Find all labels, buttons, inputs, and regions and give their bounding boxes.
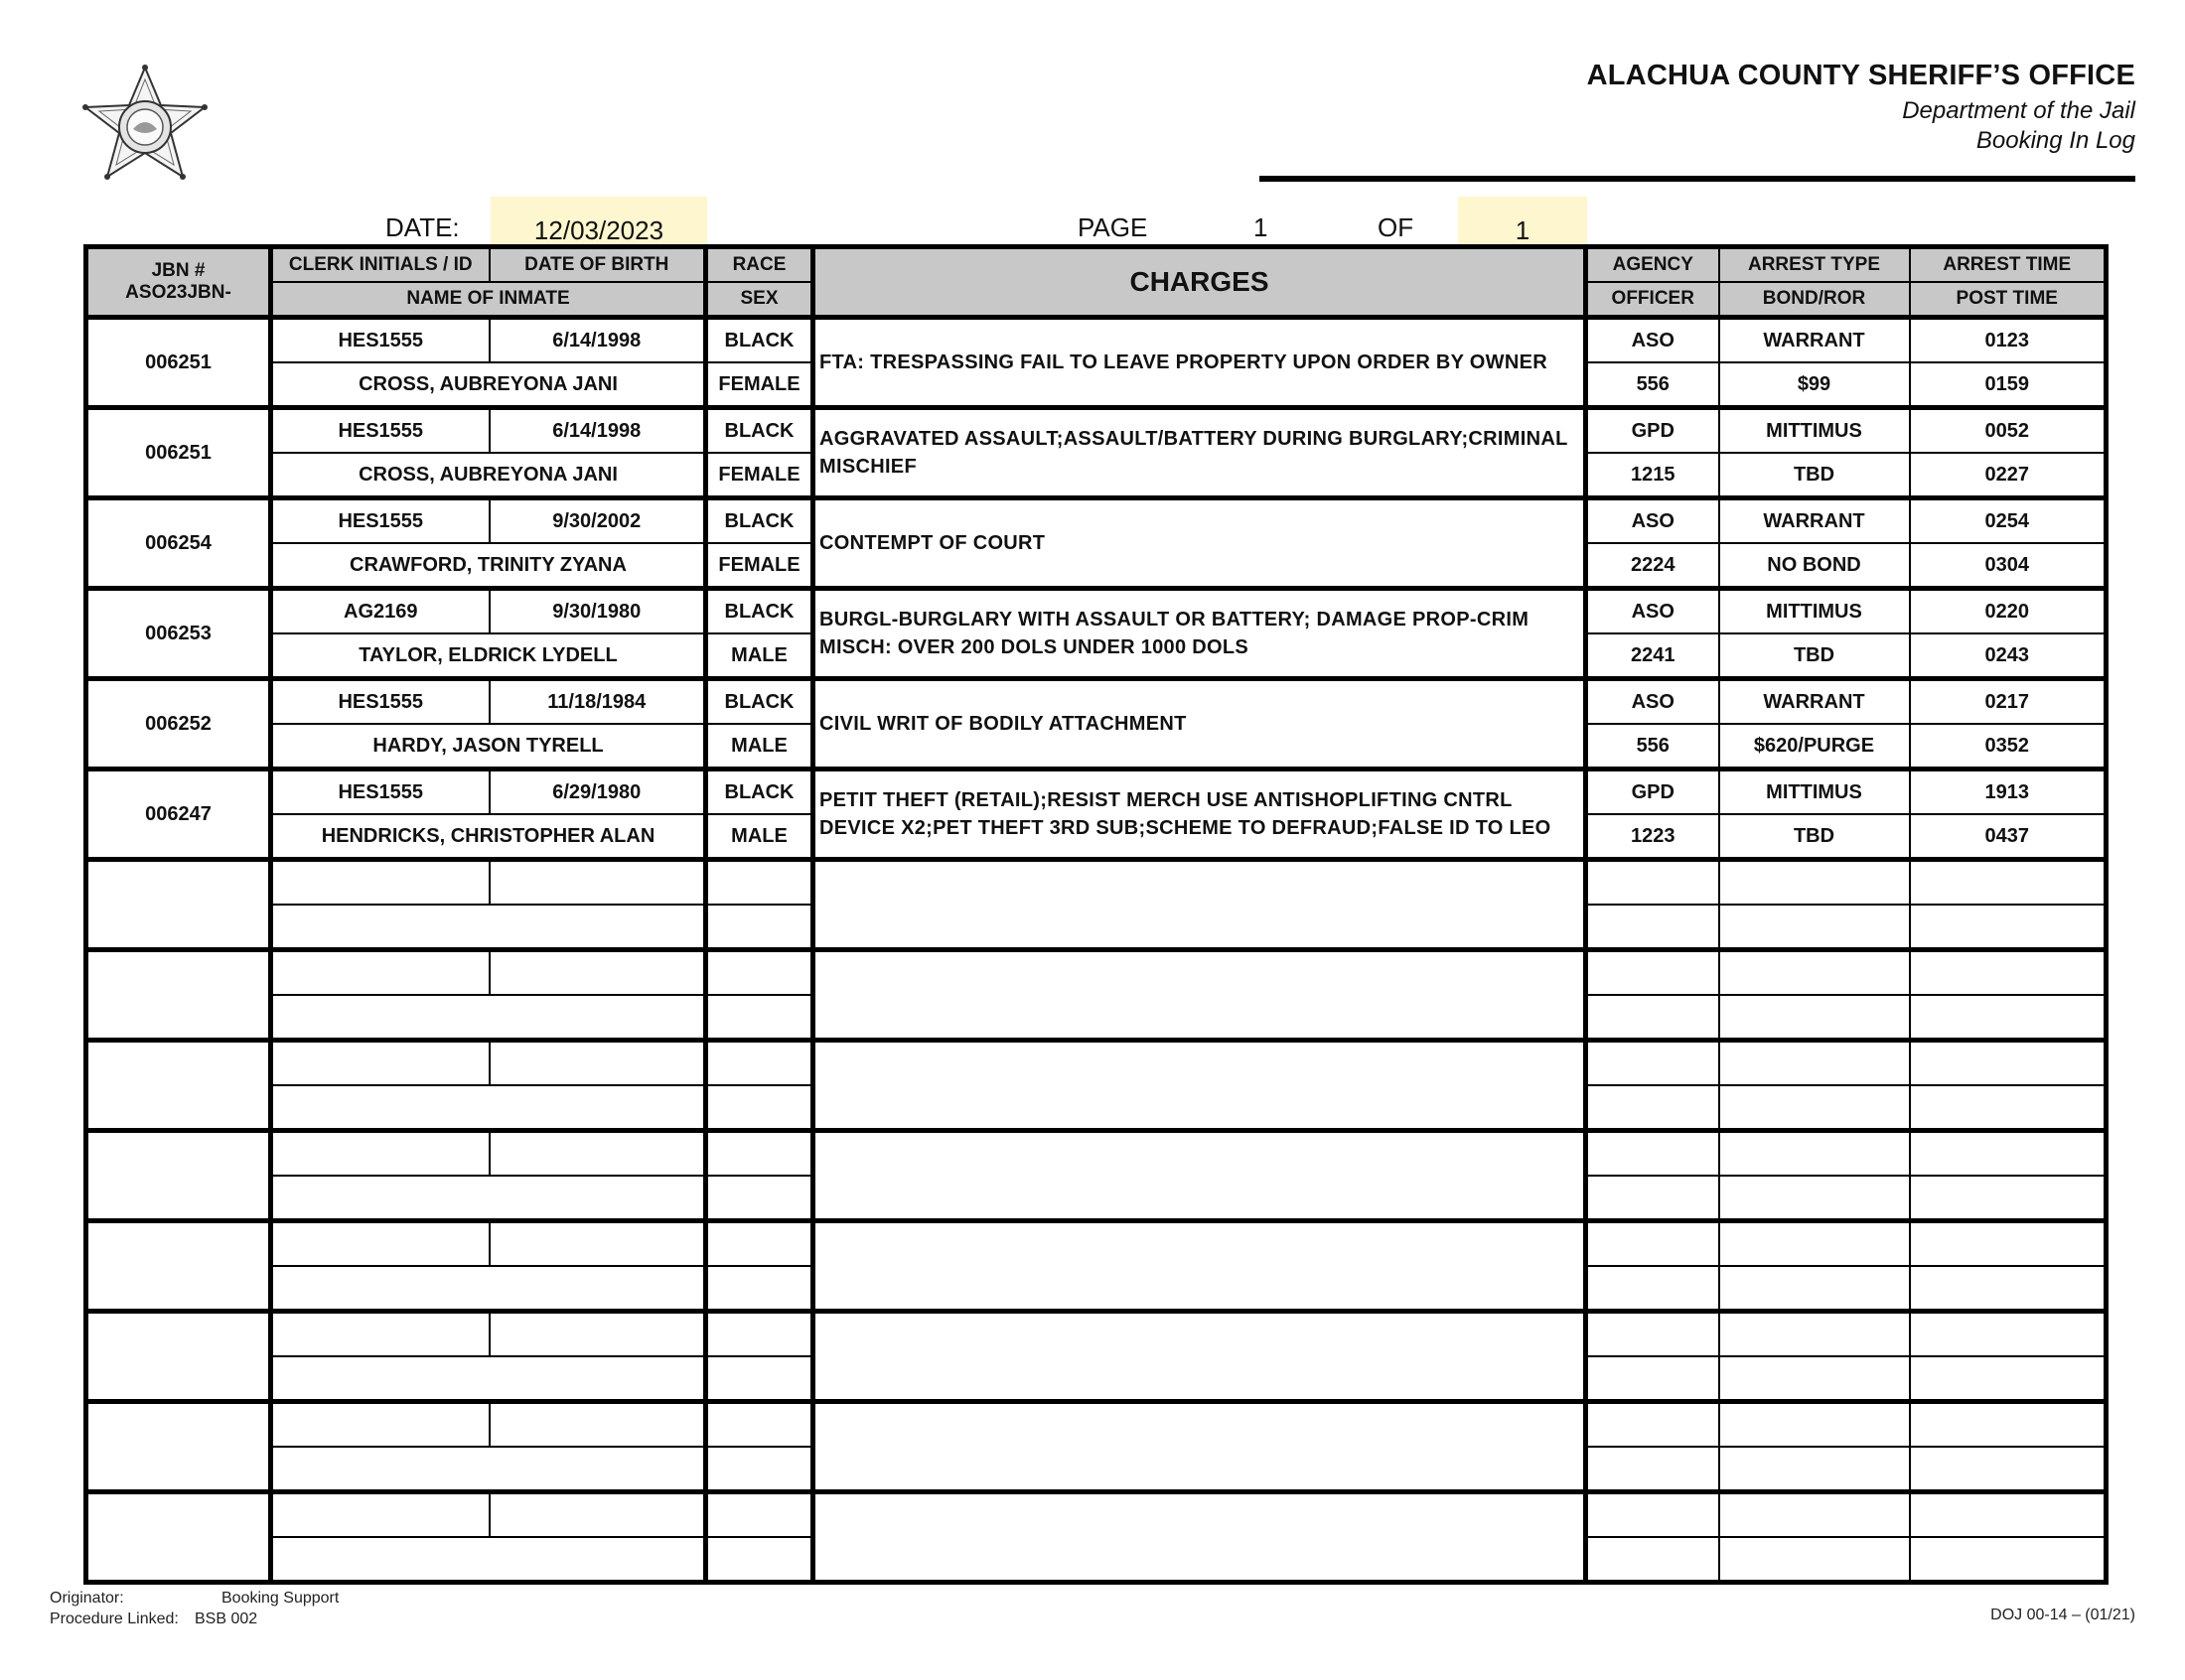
header-rule [1259, 176, 2135, 182]
charges-cell [813, 1221, 1586, 1312]
post-time-cell: 0304 [1910, 543, 2107, 589]
inmate-name-cell [271, 1447, 706, 1492]
arrest-time-cell: 0123 [1910, 318, 2107, 363]
sex-cell: FEMALE [706, 543, 813, 589]
race-cell [706, 1221, 813, 1267]
arrest-type-cell [1719, 1402, 1910, 1448]
name-header: NAME OF INMATE [271, 282, 706, 318]
race-cell: BLACK [706, 589, 813, 634]
arrest-type-cell: WARRANT [1719, 679, 1910, 725]
jbn-cell: 006253 [86, 589, 271, 679]
sheriff-star-badge-icon [73, 64, 217, 185]
race-cell: BLACK [706, 679, 813, 725]
jbn-cell: 006251 [86, 408, 271, 498]
post-time-cell [1910, 995, 2107, 1041]
bond-header: BOND/ROR [1719, 282, 1910, 318]
jbn-header [86, 247, 271, 318]
post-time-cell: 0352 [1910, 724, 2107, 770]
agency-cell: ASO [1586, 679, 1719, 725]
charges-cell: CONTEMPT OF COURT [813, 498, 1586, 589]
bond-cell: NO BOND [1719, 543, 1910, 589]
jbn-cell [86, 950, 271, 1041]
jbn-cell [86, 860, 271, 950]
agency-cell [1586, 1402, 1719, 1448]
dob-cell [490, 1402, 706, 1448]
race-cell: BLACK [706, 498, 813, 544]
charges-cell: PETIT THEFT (RETAIL);RESIST MERCH USE ANTISHOPLIFTING CNTRL DEVICE X2;PET THEFT 3RD SUB;SCHEME TO DEFRAUD;FALSE ID TO LEO [813, 770, 1586, 860]
booking-row [86, 498, 2107, 544]
sex-header: SEX [706, 282, 813, 318]
booking-row [86, 1221, 2107, 1267]
clerk-id-cell [271, 1492, 490, 1538]
bond-cell [1719, 1356, 1910, 1402]
jbn-cell [86, 1221, 271, 1312]
race-cell [706, 950, 813, 996]
dob-header: DATE OF BIRTH [490, 247, 706, 283]
page-number[interactable]: 1 [1253, 212, 1268, 242]
charges-header: CHARGES [813, 247, 1586, 318]
post-time-cell [1910, 1537, 2107, 1583]
arrest-type-cell: MITTIMUS [1719, 770, 1910, 815]
arrest-time-cell [1910, 1492, 2107, 1538]
race-cell [706, 1402, 813, 1448]
arrest-time-cell: 0052 [1910, 408, 2107, 454]
booking-row [86, 860, 2107, 906]
agency-title: ALACHUA COUNTY SHERIFF’S OFFICE [1586, 60, 2135, 91]
agency-cell [1586, 860, 1719, 906]
agency-cell [1586, 1221, 1719, 1267]
clerk-id-cell [271, 1131, 490, 1177]
jbn-cell [86, 1131, 271, 1221]
dob-cell: 9/30/1980 [490, 589, 706, 634]
officer-cell: 2241 [1586, 633, 1719, 679]
sex-cell: MALE [706, 814, 813, 860]
race-cell [706, 1131, 813, 1177]
arrest-type-cell [1719, 1492, 1910, 1538]
sex-cell [706, 1085, 813, 1131]
dob-cell: 9/30/2002 [490, 498, 706, 544]
officer-cell: 556 [1586, 362, 1719, 408]
race-cell [706, 1041, 813, 1086]
inmate-name-cell: HARDY, JASON TYRELL [271, 724, 706, 770]
inmate-name-cell [271, 1537, 706, 1583]
agency-cell [1586, 1312, 1719, 1357]
dob-cell: 6/14/1998 [490, 408, 706, 454]
post-time-cell [1910, 1176, 2107, 1221]
jbn-cell: 006251 [86, 318, 271, 408]
booking-row [86, 770, 2107, 815]
booking-row [86, 1312, 2107, 1357]
department-subtitle: Department of the Jail [1902, 97, 2135, 124]
log-title: Booking In Log [1975, 127, 2135, 154]
inmate-name-cell [271, 1356, 706, 1402]
jbn-cell: 006247 [86, 770, 271, 860]
agency-cell [1586, 1492, 1719, 1538]
charges-cell [813, 1041, 1586, 1131]
inmate-name-cell [271, 905, 706, 950]
inmate-name-cell: TAYLOR, ELDRICK LYDELL [271, 633, 706, 679]
jbn-cell [86, 1312, 271, 1402]
inmate-name-cell [271, 995, 706, 1041]
clerk-id-cell [271, 1221, 490, 1267]
inmate-name-cell: CROSS, AUBREYONA JANI [271, 362, 706, 408]
race-header: RACE [706, 247, 813, 283]
form-code: DOJ 00-14 – (01/21) [1990, 1607, 2135, 1623]
arrest-time-cell [1910, 860, 2107, 906]
officer-cell [1586, 905, 1719, 950]
agency-cell: GPD [1586, 408, 1719, 454]
arrest-type-cell: WARRANT [1719, 318, 1910, 363]
originator-value: Booking Support [221, 1590, 340, 1607]
bond-cell: TBD [1719, 453, 1910, 498]
sex-cell [706, 1537, 813, 1583]
dob-cell: 6/14/1998 [490, 318, 706, 363]
dob-cell [490, 1221, 706, 1267]
arrest-time-cell [1910, 1312, 2107, 1357]
post-time-cell [1910, 1085, 2107, 1131]
bond-cell: $99 [1719, 362, 1910, 408]
officer-header: OFFICER [1586, 282, 1719, 318]
clerk-id-cell: HES1555 [271, 679, 490, 725]
sex-cell [706, 1356, 813, 1402]
race-cell [706, 1492, 813, 1538]
procedure-value: BSB 002 [195, 1610, 258, 1627]
booking-row [86, 589, 2107, 634]
officer-cell [1586, 1176, 1719, 1221]
inmate-name-cell: CROSS, AUBREYONA JANI [271, 453, 706, 498]
arrest-type-cell [1719, 1131, 1910, 1177]
charges-cell [813, 1131, 1586, 1221]
charges-cell: FTA: TRESPASSING FAIL TO LEAVE PROPERTY UPON ORDER BY OWNER [813, 318, 1586, 408]
clerk-id-cell [271, 1041, 490, 1086]
charges-cell: BURGL-BURGLARY WITH ASSAULT OR BATTERY; DAMAGE PROP-CRIM MISCH: OVER 200 DOLS UNDER 1000 DOLS [813, 589, 1586, 679]
officer-cell: 1223 [1586, 814, 1719, 860]
officer-cell [1586, 1447, 1719, 1492]
post-time-header: POST TIME [1910, 282, 2107, 318]
arrest-time-cell [1910, 1041, 2107, 1086]
officer-cell: 2224 [1586, 543, 1719, 589]
arrest-type-cell: MITTIMUS [1719, 589, 1910, 634]
dob-cell [490, 1492, 706, 1538]
jbn-cell: 006254 [86, 498, 271, 589]
inmate-name-cell [271, 1266, 706, 1312]
agency-cell [1586, 950, 1719, 996]
arrest-time-cell: 0217 [1910, 679, 2107, 725]
booking-row [86, 408, 2107, 454]
bond-cell: TBD [1719, 814, 1910, 860]
dob-cell [490, 950, 706, 996]
arrest-type-cell [1719, 950, 1910, 996]
officer-cell [1586, 1266, 1719, 1312]
sex-cell [706, 1176, 813, 1221]
post-time-cell [1910, 1266, 2107, 1312]
charges-cell [813, 1492, 1586, 1583]
sex-cell: FEMALE [706, 453, 813, 498]
clerk-id-cell: HES1555 [271, 770, 490, 815]
arrest-type-cell: WARRANT [1719, 498, 1910, 544]
page-label: PAGE [1078, 212, 1148, 242]
charges-cell [813, 1312, 1586, 1402]
arrest-time-header: ARREST TIME [1910, 247, 2107, 283]
jbn-cell [86, 1041, 271, 1131]
booking-row [86, 1041, 2107, 1086]
agency-cell: ASO [1586, 498, 1719, 544]
arrest-type-header: ARREST TYPE [1719, 247, 1910, 283]
of-label: OF [1378, 212, 1414, 242]
arrest-type-cell [1719, 1041, 1910, 1086]
jbn-cell [86, 1492, 271, 1583]
officer-cell: 1215 [1586, 453, 1719, 498]
agency-cell [1586, 1131, 1719, 1177]
inmate-name-cell [271, 1085, 706, 1131]
dob-cell [490, 860, 706, 906]
arrest-type-cell: MITTIMUS [1719, 408, 1910, 454]
post-time-cell: 0437 [1910, 814, 2107, 860]
clerk-id-cell [271, 860, 490, 906]
race-cell [706, 860, 813, 906]
date-label: DATE: [385, 212, 460, 242]
jbn-cell [86, 1402, 271, 1492]
race-cell [706, 1312, 813, 1357]
booking-row [86, 1131, 2107, 1177]
sex-cell [706, 995, 813, 1041]
arrest-time-cell [1910, 1221, 2107, 1267]
agency-cell: ASO [1586, 589, 1719, 634]
officer-cell [1586, 1085, 1719, 1131]
bond-cell [1719, 1537, 1910, 1583]
page-total-field[interactable]: 1 [1458, 197, 1587, 246]
bond-cell [1719, 1176, 1910, 1221]
officer-cell [1586, 1356, 1719, 1402]
arrest-time-cell: 0220 [1910, 589, 2107, 634]
arrest-type-cell [1719, 1312, 1910, 1357]
charges-cell [813, 1402, 1586, 1492]
officer-cell [1586, 995, 1719, 1041]
agency-cell [1586, 1041, 1719, 1086]
arrest-type-cell [1719, 1221, 1910, 1267]
charges-cell [813, 950, 1586, 1041]
booking-row [86, 679, 2107, 725]
race-cell: BLACK [706, 318, 813, 363]
sex-cell [706, 905, 813, 950]
bond-cell: $620/PURGE [1719, 724, 1910, 770]
clerk-id-cell: AG2169 [271, 589, 490, 634]
dob-cell: 6/29/1980 [490, 770, 706, 815]
sex-cell: MALE [706, 633, 813, 679]
arrest-time-cell: 1913 [1910, 770, 2107, 815]
dob-cell [490, 1131, 706, 1177]
inmate-name-cell: CRAWFORD, TRINITY ZYANA [271, 543, 706, 589]
post-time-cell: 0159 [1910, 362, 2107, 408]
sex-cell: FEMALE [706, 362, 813, 408]
post-time-cell [1910, 1447, 2107, 1492]
bond-cell [1719, 905, 1910, 950]
post-time-cell [1910, 905, 2107, 950]
agency-cell: GPD [1586, 770, 1719, 815]
booking-row [86, 318, 2107, 363]
booking-log-table [83, 244, 2109, 1585]
clerk-id-cell: HES1555 [271, 408, 490, 454]
bond-cell [1719, 1266, 1910, 1312]
arrest-time-cell: 0254 [1910, 498, 2107, 544]
clerk-id-cell: HES1555 [271, 318, 490, 363]
charges-cell [813, 860, 1586, 950]
bond-cell: TBD [1719, 633, 1910, 679]
agency-header: AGENCY [1586, 247, 1719, 283]
clerk-header: CLERK INITIALS / ID [271, 247, 490, 283]
sex-cell: MALE [706, 724, 813, 770]
inmate-name-cell: HENDRICKS, CHRISTOPHER ALAN [271, 814, 706, 860]
charges-cell: AGGRAVATED ASSAULT;ASSAULT/BATTERY DURING BURGLARY;CRIMINAL MISCHIEF [813, 408, 1586, 498]
dob-cell [490, 1312, 706, 1357]
race-cell: BLACK [706, 770, 813, 815]
procedure-label: Procedure Linked: [50, 1610, 179, 1627]
jbn-header-top: JBN # [151, 260, 206, 281]
bond-cell [1719, 1447, 1910, 1492]
post-time-cell: 0243 [1910, 633, 2107, 679]
arrest-type-cell [1719, 860, 1910, 906]
post-time-cell [1910, 1356, 2107, 1402]
bond-cell [1719, 995, 1910, 1041]
clerk-id-cell [271, 1402, 490, 1448]
clerk-id-cell [271, 950, 490, 996]
arrest-time-cell [1910, 1402, 2107, 1448]
clerk-id-cell: HES1555 [271, 498, 490, 544]
originator-label: Originator: [50, 1590, 124, 1607]
race-cell: BLACK [706, 408, 813, 454]
arrest-time-cell [1910, 1131, 2107, 1177]
inmate-name-cell [271, 1176, 706, 1221]
sex-cell [706, 1447, 813, 1492]
arrest-time-cell [1910, 950, 2107, 996]
jbn-cell: 006252 [86, 679, 271, 770]
dob-cell: 11/18/1984 [490, 679, 706, 725]
post-time-cell: 0227 [1910, 453, 2107, 498]
sex-cell [706, 1266, 813, 1312]
officer-cell [1586, 1537, 1719, 1583]
jbn-header-bottom: ASO23JBN- [125, 282, 231, 303]
officer-cell: 556 [1586, 724, 1719, 770]
booking-row [86, 950, 2107, 996]
bond-cell [1719, 1085, 1910, 1131]
agency-cell: ASO [1586, 318, 1719, 363]
charges-cell: CIVIL WRIT OF BODILY ATTACHMENT [813, 679, 1586, 770]
booking-row [86, 1492, 2107, 1538]
dob-cell [490, 1041, 706, 1086]
booking-row [86, 1402, 2107, 1448]
clerk-id-cell [271, 1312, 490, 1357]
date-field[interactable]: 12/03/2023 [491, 197, 707, 246]
